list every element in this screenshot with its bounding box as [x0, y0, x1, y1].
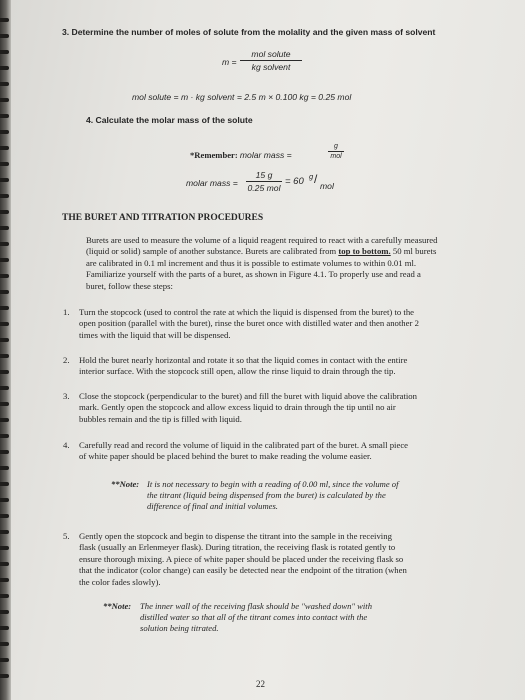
moles-calculation: mol solute = m · kg solvent = 2.5 m × 0.100 kg = 0.25 mol — [132, 92, 352, 102]
fraction-bar — [240, 60, 302, 61]
molar-mass-numerator: 15 g — [255, 170, 273, 180]
binding-hole — [0, 226, 9, 230]
binding-hole — [0, 482, 9, 486]
binding-hole — [0, 274, 9, 278]
intro-line: Familiarize yourself with the parts of a buret, as shown in Figure 4.1. To properly use and read a — [86, 269, 421, 280]
emphasis-top-to-bottom: top to bottom. — [338, 246, 391, 257]
binding-hole — [0, 130, 9, 134]
buret-intro-paragraph — [86, 235, 437, 292]
molality-denominator: kg solvent — [251, 62, 291, 72]
molar-unit-slash: / — [314, 172, 318, 186]
binding-hole — [0, 290, 9, 294]
binding-hole — [0, 642, 9, 646]
binding-hole — [0, 674, 9, 678]
binding-hole — [0, 82, 9, 86]
binding-hole — [0, 66, 9, 70]
buret-section-title: THE BURET AND TITRATION PROCEDURES — [62, 213, 264, 223]
step-5-text: Gently open the stopcock and begin to dispense the titrant into the sample in the receiving flask (usually an Erlenmeyer flask). During titration, the receiving flask is rotated gently to ensure thorough mixing. A piece of white paper should be placed under the receiving flask so that the indicator (color change) can easily be detected near the endpoint of the titration (when the color fades slowly). — [79, 531, 407, 587]
binding-hole — [0, 146, 9, 150]
molality-lhs: m = — [222, 57, 237, 67]
step-3-number: 3. — [63, 391, 70, 401]
note-2-label: **Note: — [103, 601, 132, 611]
binding-hole — [0, 578, 9, 582]
step-3-text: Close the stopcock (perpendicular to the buret) and fill the buret with liquid above the calibration mark. Gently open the stopcock and allow excess liquid to drain through the tip until no air bubbles remain and the tip is filled with liquid. — [79, 391, 417, 424]
note-1-label: **Note: — [111, 479, 140, 489]
binding-hole — [0, 114, 9, 118]
note-1-text: It is not necessary to begin with a reading of 0.00 ml, since the volume of the titrant (liquid being dispensed from the buret) is calculated by the difference of final and initial volumes. — [147, 479, 399, 512]
step-1-text: Turn the stopcock (used to control the rate at which the liquid is dispensed from the buret) to the open position (parallel with the buret), rinse the buret once with distilled water and then another 2 times with the liquid that will be dispensed. — [79, 307, 419, 340]
remember-numerator: g — [334, 143, 338, 150]
molar-mass-denominator: 0.25 mol — [247, 183, 281, 193]
remember-denominator: mol — [330, 153, 342, 160]
binding-hole — [0, 546, 9, 550]
binding-hole — [0, 594, 9, 598]
note-2-text: The inner wall of the receiving flask should be "washed down" with distilled water so that all of the titrant comes into contact with the solution being titrated. — [140, 601, 372, 634]
molality-numerator: mol solute — [251, 49, 291, 59]
step-5-number: 5. — [63, 531, 70, 541]
molar-mass-fraction — [246, 170, 282, 193]
binding-hole — [0, 370, 9, 374]
binding-hole — [0, 306, 9, 310]
binding-hole — [0, 242, 9, 246]
binding-hole — [0, 610, 9, 614]
binding-hole — [0, 562, 9, 566]
binding-hole — [0, 434, 9, 438]
page-number: 22 — [256, 679, 265, 689]
remember-label: *Remember: — [190, 150, 238, 160]
remember-line — [190, 150, 292, 160]
binding-hole — [0, 450, 9, 454]
remember-fraction — [328, 143, 344, 160]
binding-hole — [0, 626, 9, 630]
section-4-heading: 4. Calculate the molar mass of the solute — [86, 115, 253, 125]
binding-hole — [0, 98, 9, 102]
binding-hole — [0, 402, 9, 406]
intro-line: buret, follow these steps: — [86, 280, 173, 291]
intro-line: Burets are used to measure the volume of a liquid reagent required to react with a carefully measured — [86, 235, 438, 245]
section-3-heading: 3. Determine the number of moles of solute from the molality and the given mass of solvent — [62, 27, 436, 37]
step-1-number: 1. — [63, 307, 70, 317]
molar-mass-lhs: molar mass = — [186, 178, 238, 188]
binding-hole — [0, 338, 9, 342]
fraction-bar — [246, 181, 282, 182]
fraction-bar — [328, 151, 344, 152]
binding-hole — [0, 18, 9, 22]
intro-line: are calibrated in 0.1 ml increment and thus it is possible to estimate volumes to within 0.01 ml. — [86, 257, 417, 268]
intro-line: (liquid or solid) sample of another substance. Burets are calibrated from top to bottom. 50 ml burets — [86, 246, 437, 257]
molar-mass-result: = 60 — [285, 176, 304, 187]
binding-hole — [0, 50, 9, 54]
binding-hole — [0, 194, 9, 198]
binding-hole — [0, 498, 9, 502]
binding-hole — [0, 258, 9, 262]
binding-hole — [0, 530, 9, 534]
binding-hole — [0, 178, 9, 182]
binding-hole — [0, 418, 9, 422]
remember-formula: molar mass = — [239, 150, 292, 160]
molar-unit-den: mol — [320, 181, 334, 191]
binding-hole — [0, 354, 9, 358]
molar-unit-num: g — [309, 172, 314, 181]
step-4-text: Carefully read and record the volume of liquid in the calibrated part of the buret. A small piece of white paper should be placed behind the buret to make reading the volume easier. — [79, 440, 409, 462]
binding-hole — [0, 386, 9, 390]
binding-hole — [0, 658, 9, 662]
step-2-text: Hold the buret nearly horizontal and rotate it so that the liquid comes in contact with the entire interior surface. With the stopcock still open, allow the rinse liquid to drain through the tip. — [79, 355, 408, 377]
binding-hole — [0, 34, 9, 38]
binding-hole — [0, 162, 9, 166]
step-4-number: 4. — [63, 440, 70, 450]
binding-hole — [0, 210, 9, 214]
binding-hole — [0, 466, 9, 470]
molality-fraction — [240, 49, 302, 72]
binding-hole — [0, 322, 9, 326]
binding-hole — [0, 514, 9, 518]
step-2-number: 2. — [63, 355, 70, 365]
